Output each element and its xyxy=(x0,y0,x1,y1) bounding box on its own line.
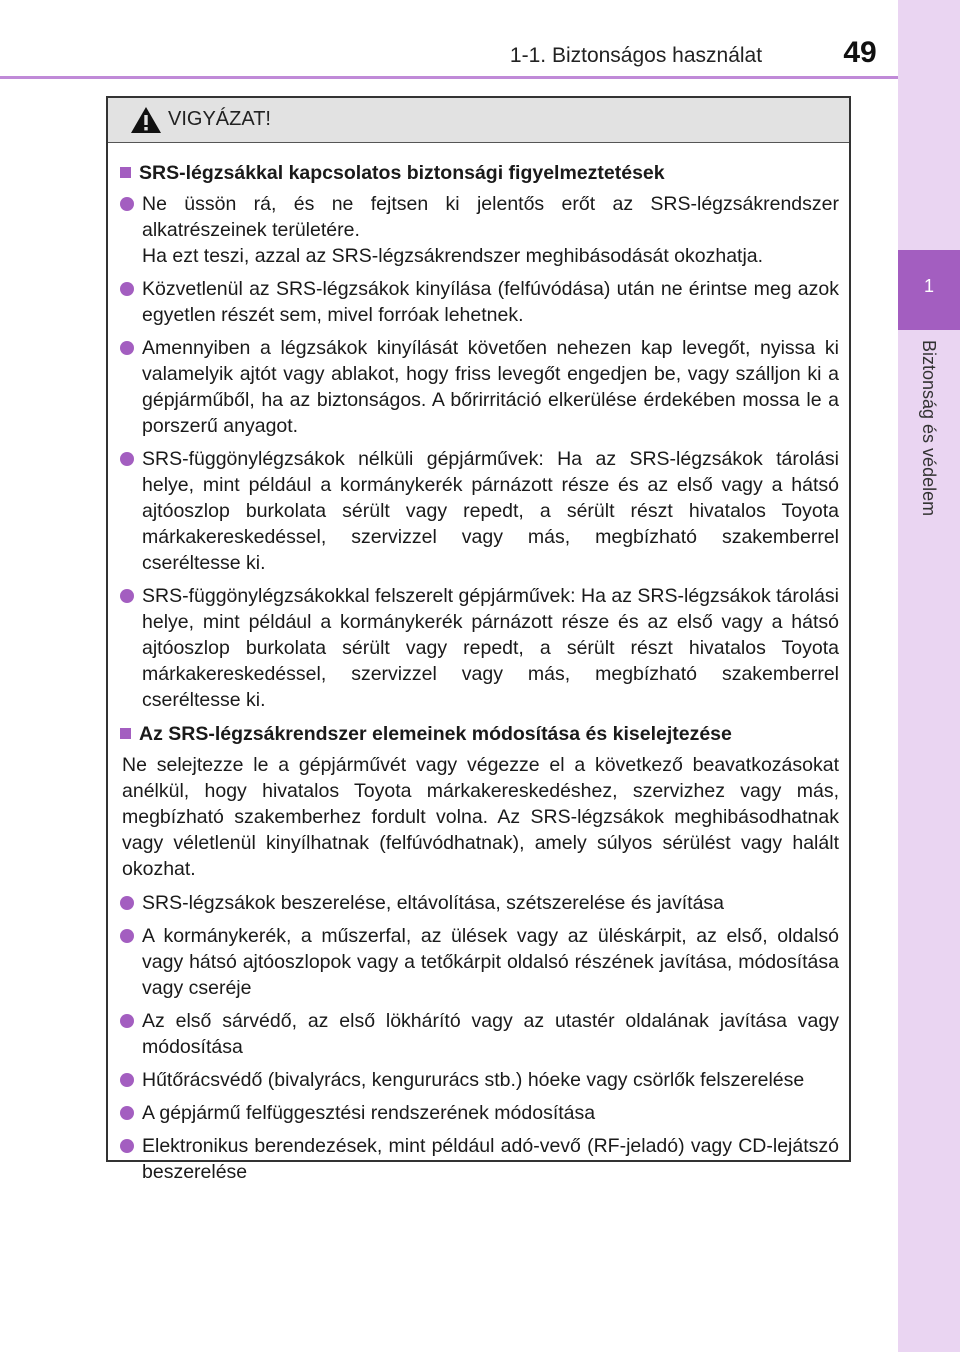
caution-header xyxy=(108,98,849,143)
list-item-line: Az első sárvédő, az első lökhárító vagy az utastér oldalának javítása vagy módosítása xyxy=(142,1010,839,1058)
list-item-line: Közvetlenül az SRS-légzsákok kinyílása (felfúvódása) után ne érintse meg azok egyetlen részét sem, mivel forróak lehetnek. xyxy=(142,278,839,326)
section-heading-airbag-warnings xyxy=(120,159,839,187)
running-header-title: 1-1. Biztonságos használat xyxy=(509,44,763,67)
list-item-line: SRS-légzsákok beszerelése, eltávolítása, szétszerelése és javítása xyxy=(142,892,725,914)
square-bullet-icon xyxy=(120,728,131,739)
list-item xyxy=(120,335,839,439)
bullet-dot-icon xyxy=(120,341,134,355)
list-item-line: A gépjármű felfüggesztési rendszerének módosítása xyxy=(142,1102,596,1124)
list-item-line: Ha ezt teszi, azzal az SRS-légzsákrendszer meghibásodását okozhatja. xyxy=(142,245,764,267)
list-item xyxy=(120,1133,839,1185)
header-divider xyxy=(0,76,898,79)
caution-title: VIGYÁZAT! xyxy=(168,108,271,130)
list-item xyxy=(120,1067,839,1093)
bullet-dot-icon xyxy=(120,282,134,296)
list-item-line: Amennyiben a légzsákok kinyílását követően nehezen kap levegőt, nyissa ki valamelyik ajtót vagy ablakot, hogy friss levegőt engedjen be, vagy szálljon ki a gépjárműből, ha az biztonságos. A bőrirritáció elkerülése érdekében mossa le a porszerű anyagot. xyxy=(142,337,839,437)
section-heading-text: SRS-légzsákkal kapcsolatos biztonsági figyelmeztetések xyxy=(139,162,665,184)
list-item xyxy=(120,923,839,1001)
caution-box xyxy=(106,96,851,1183)
list-item-text xyxy=(142,335,839,439)
list-item-line: Hűtőrácsvédő (bivalyrács, kengururács stb.) hóeke vagy csörlők felszerelése xyxy=(142,1069,805,1091)
list-item-text xyxy=(142,923,839,1001)
list-item-line: Ne üssön rá, és ne fejtsen ki jelentős erőt az SRS-légzsákrendszer alkatrészeinek területére. xyxy=(142,193,839,241)
section-heading-modification-disposal xyxy=(120,720,839,748)
list-item-text xyxy=(142,1100,839,1126)
list-item xyxy=(120,446,839,576)
list-item xyxy=(120,1008,839,1060)
list-item xyxy=(120,191,839,269)
list-item-line: A kormánykerék, a műszerfal, az ülések vagy az üléskárpit, az első, oldalsó vagy hátsó ajtóoszlopok vagy a tetőkárpit oldalsó részének javítása, módosítása vagy cseréje xyxy=(142,925,839,999)
bullet-dot-icon xyxy=(120,1073,134,1087)
list-item xyxy=(120,1100,839,1126)
bullet-dot-icon xyxy=(120,1106,134,1120)
page-number: 49 xyxy=(843,36,877,69)
list-item-text xyxy=(142,890,839,916)
caution-content xyxy=(108,143,849,1185)
list-item-text xyxy=(142,583,839,713)
chapter-number: 1 xyxy=(923,276,934,296)
list-item-text xyxy=(142,1008,839,1060)
list-item-line: SRS-függönylégzsákokkal felszerelt gépjárművek: Ha az SRS-légzsákok tárolási helye, mint például a kormánykerék párnázott része és az első vagy a hátsó ajtóoszlop burkolata sérült vagy repedt, a sérült részt hivatalos Toyota márkakereskedéssel, szervizzel vagy más, megbízható szakemberrel cseréltesse ki. xyxy=(142,585,839,711)
list-item xyxy=(120,890,839,916)
list-item-text xyxy=(142,1133,839,1185)
warning-triangle-icon xyxy=(130,106,162,134)
bullet-dot-icon xyxy=(120,452,134,466)
side-tab xyxy=(898,0,960,1352)
list-item-line: SRS-függönylégzsákok nélküli gépjárművek: Ha az SRS-légzsákok tárolási helye, mint például a kormánykerék párnázott része és az első vagy a hátsó ajtóoszlop burkolata sérült vagy repedt, a sérült részt hivatalos Toyota márkakereskedéssel, szervizzel vagy más, megbízható szakemberrel cseréltesse ki. xyxy=(142,448,839,574)
list-item-text xyxy=(142,446,839,576)
bullet-dot-icon xyxy=(120,1014,134,1028)
square-bullet-icon xyxy=(120,167,131,178)
section-heading-text: Az SRS-légzsákrendszer elemeinek módosítása és kiselejtezése xyxy=(139,723,732,745)
list-item-line: Elektronikus berendezések, mint például adó-vevő (RF-jeladó) vagy CD-lejátszó beszerelése xyxy=(142,1135,839,1183)
list-item-text xyxy=(142,191,839,269)
bullet-dot-icon xyxy=(120,1139,134,1153)
section-paragraph: Ne selejtezze le a gépjárművét vagy végezze el a következő beavatkozásokat anélkül, hogy hivatalos Toyota márkakereskedéshez, szervizhez vagy más, megbízható szakemberhez fordult volna. Az SRS-légzsákok meghibásodhatnak vagy véletlenül kinyílhatnak (felfúvódhatnak), amely súlyos sérülést vagy halált okozhat. xyxy=(122,754,839,880)
bullet-dot-icon xyxy=(120,929,134,943)
bullet-dot-icon xyxy=(120,197,134,211)
list-item xyxy=(120,583,839,713)
list-item-text xyxy=(142,276,839,328)
list-item xyxy=(120,276,839,328)
bullet-dot-icon xyxy=(120,589,134,603)
side-chapter-label-text: Biztonság és védelem xyxy=(919,340,939,517)
bullet-dot-icon xyxy=(120,896,134,910)
side-chapter-label xyxy=(898,340,960,670)
list-item-text xyxy=(142,1067,839,1093)
